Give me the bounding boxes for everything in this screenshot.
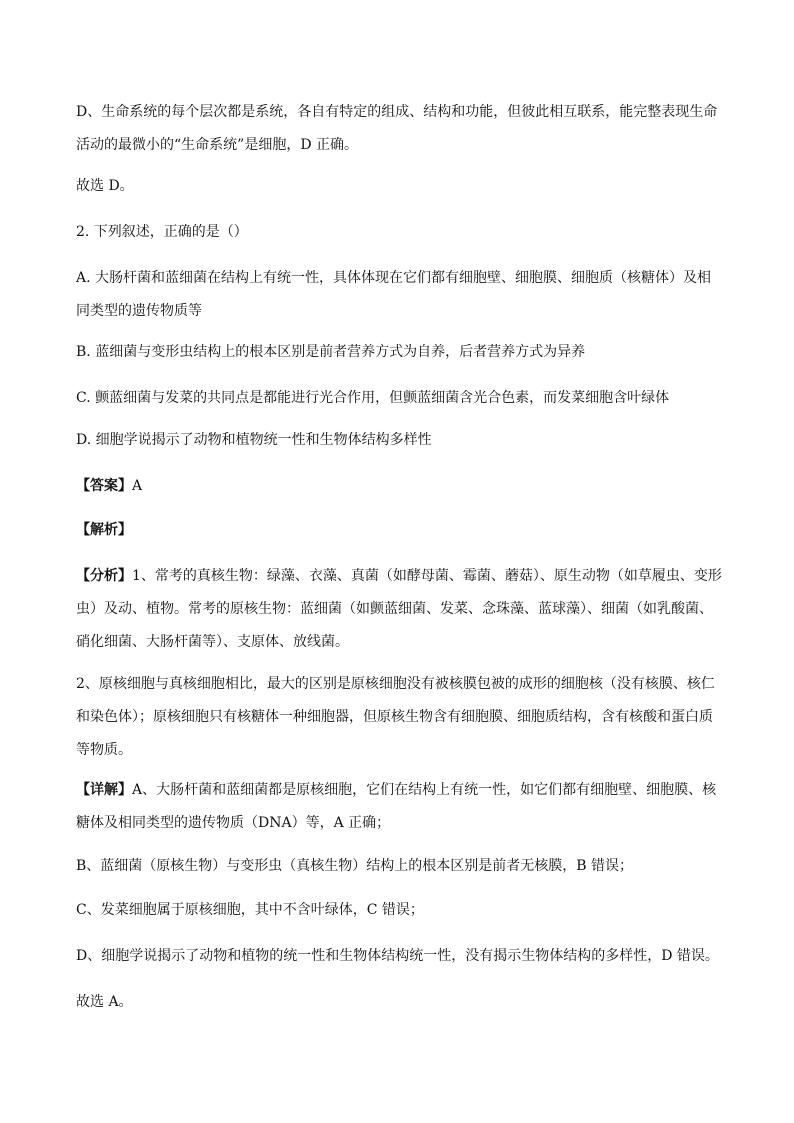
fenxi-line3: 硝化细菌、大肠杆菌等）、支原体、放线菌。 (76, 634, 349, 650)
analysis-label-text: 【解析】 (76, 522, 132, 538)
option-b: B. 蓝细菌与变形虫结构上的根本区别是前者营养方式为自养，后者营养方式为异养 (76, 344, 586, 360)
point2-line3: 等物质。 (76, 742, 132, 758)
xiangjie-b: B、蓝细菌（原核生物）与变形虫（真核生物）结构上的根本区别是前者无核膜，B 错误； (76, 858, 634, 874)
option-c: C. 颤蓝细菌与发菜的共同点是都能进行光合作用，但颤蓝细菌含光合色素，而发菜细胞含叶绿体 (76, 390, 670, 406)
prev-option-d-line2: 活动的最微小的“生命系统”是细胞，D 正确。 (76, 137, 358, 153)
final-answer: 故选 A。 (76, 994, 133, 1010)
answer-line (76, 470, 726, 503)
point2-paragraph (76, 668, 726, 767)
answer-label: 【答案】 (76, 478, 132, 494)
answer-value: A (132, 478, 143, 494)
xiangjie-d: D、细胞学说揭示了动物和植物的统一性和生物体结构统一性，没有揭示生物体结构的多样性，D 错误。 (76, 948, 719, 964)
prev-answer: 故选 D。 (76, 178, 134, 194)
question-stem: 2. 下列叙述，正确的是（） (76, 224, 248, 240)
xiangjie-label: 【详解】 (76, 782, 132, 798)
option-a-line2: 同类型的遗传物质等 (76, 303, 202, 319)
xiangjie-a-line2: 糖体及相同类型的遗传物质（DNA）等，A 正确； (76, 815, 391, 831)
option-a (76, 262, 726, 328)
xiangjie-a-line1: A、大肠杆菌和蓝细菌都是原核细胞，它们在结构上有统一性，如它们都有细胞壁、细胞膜、核 (132, 782, 717, 798)
fenxi-line1: 1、常考的真核生物：绿藻、衣藻、真菌（如酵母菌、霉菌、蘑菇）、原生动物（如草履虫、变形 (132, 568, 722, 584)
point2-line1: 2、原核细胞与真核细胞相比，最大的区别是原核细胞没有被核膜包被的成形的细胞核（没有核膜、核仁 (76, 676, 715, 692)
fenxi-paragraph (76, 560, 726, 659)
xiangjie-c: C、发菜细胞属于原核细胞，其中不含叶绿体，C 错误； (76, 902, 424, 918)
option-a-line1: A. 大肠杆菌和蓝细菌在结构上有统一性，具体体现在它们都有细胞壁、细胞膜、细胞质（核糖体）及相 (76, 270, 712, 286)
fenxi-label: 【分析】 (76, 568, 132, 584)
prev-option-d-line1: D、生命系统的每个层次都是系统，各自有特定的组成、结构和功能，但彼此相互联系，能完整表现生命 (76, 104, 718, 120)
prev-option-d (76, 96, 726, 162)
point2-line2: 和染色体）；原核细胞只有核糖体一种细胞器，但原核生物含有细胞膜、细胞质结构，含有核酸和蛋白质 (76, 709, 713, 725)
xiangjie-a-paragraph (76, 774, 726, 840)
fenxi-line2: 虫）及动、植物。常考的原核生物：蓝细菌（如颤蓝细菌、发菜、念珠藻、蓝球藻）、细菌（如乳酸菌、 (76, 601, 713, 617)
option-d: D. 细胞学说揭示了动物和植物统一性和生物体结构多样性 (76, 432, 432, 448)
analysis-label (76, 514, 726, 547)
